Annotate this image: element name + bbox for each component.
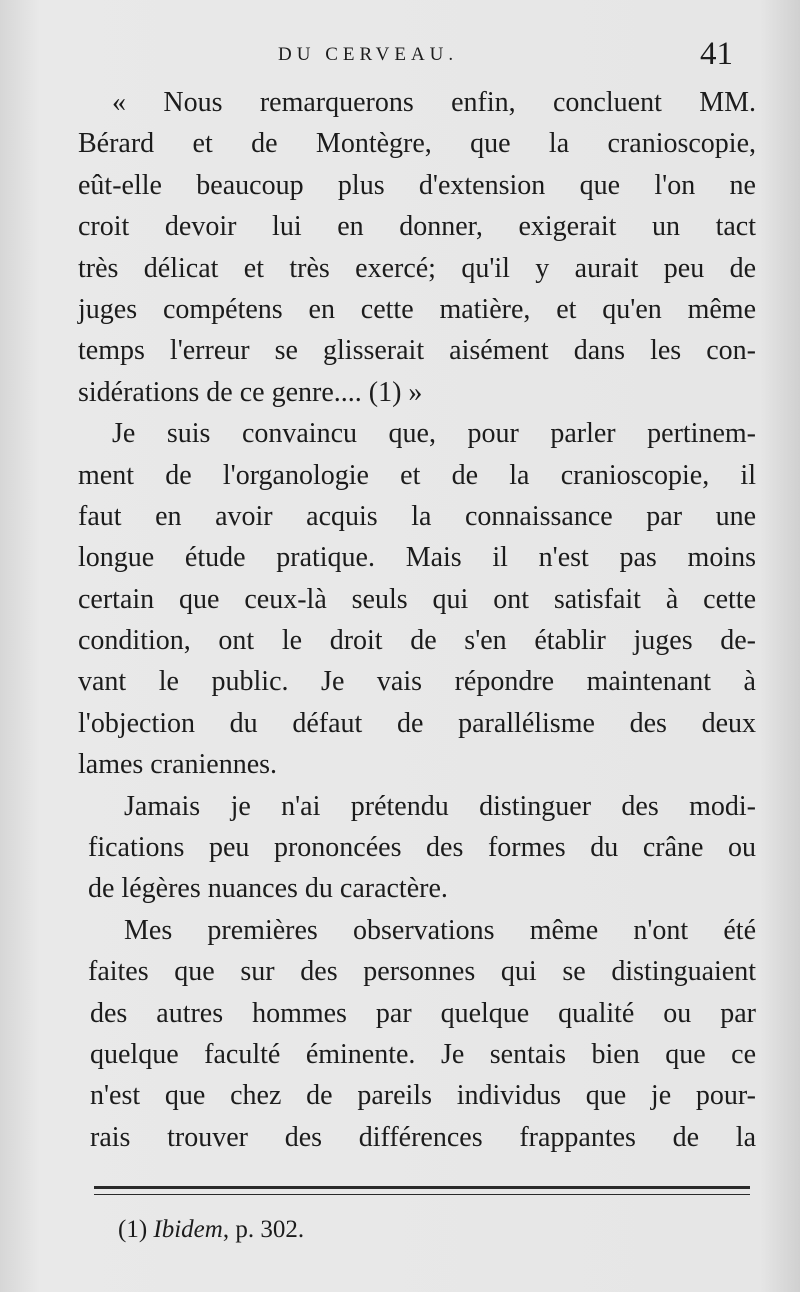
text-line: n'est que chez de pareils individus que je pour- [90, 1080, 756, 1112]
text-line: Jamais je n'ai prétendu distinguer des modi- [124, 790, 756, 822]
text-line: sidérations de ce genre.... (1) » [78, 376, 423, 408]
text-line: lames craniennes. [78, 749, 278, 781]
text-line: eût-elle beaucoup plus d'extension que l'on ne [78, 169, 756, 201]
text-line: quelque faculté éminente. Je sentais bien que ce [90, 1038, 756, 1070]
running-head [0, 36, 800, 76]
text-line: temps l'erreur se glisserait aisément dans les con- [78, 335, 756, 367]
text-line: faut en avoir acquis la connaissance par une [78, 500, 756, 532]
page-number: 41 [700, 36, 733, 72]
text-line: croit devoir lui en donner, exigerait un tact [78, 211, 756, 243]
text-line: juges compétens en cette matière, et qu'en même [78, 293, 756, 325]
text-line: ment de l'organologie et de la cranioscopie, il [78, 459, 756, 491]
body-text [78, 82, 756, 1158]
text-line: rais trouver des différences frappantes de la [90, 1121, 756, 1153]
text-line: très délicat et très exercé; qu'il y aurait peu de [78, 252, 756, 284]
text-line: vant le public. Je vais répondre maintenant à [78, 666, 756, 698]
footnote-marker: (1) [118, 1216, 148, 1243]
running-title: DU CERVEAU. [278, 44, 459, 65]
text-line: condition, ont le droit de s'en établir juges de- [78, 625, 756, 657]
text-line: l'objection du défaut de parallélisme des deux [78, 707, 756, 739]
text-line: Bérard et de Montègre, que la cranioscopie, [78, 128, 756, 160]
text-line: faites que sur des personnes qui se distinguaient [88, 956, 756, 988]
text-line: fications peu prononcées des formes du crâne ou [88, 832, 756, 864]
text-line: Je suis convaincu que, pour parler pertinem- [112, 418, 756, 450]
text-line: de légères nuances du caractère. [88, 873, 448, 905]
footnote [118, 1216, 304, 1244]
text-line: certain que ceux-là seuls qui ont satisfait à cette [78, 583, 756, 615]
footnote-source: Ibidem [153, 1216, 223, 1243]
text-line: longue étude pratique. Mais il n'est pas moins [78, 542, 756, 574]
text-line: Mes premières observations même n'ont été [124, 914, 756, 946]
footnote-rule [94, 1186, 750, 1195]
text-line: des autres hommes par quelque qualité ou par [90, 997, 756, 1029]
footnote-reference: , p. 302. [222, 1216, 305, 1243]
text-line: « Nous remarquerons enfin, concluent MM. [112, 87, 756, 118]
